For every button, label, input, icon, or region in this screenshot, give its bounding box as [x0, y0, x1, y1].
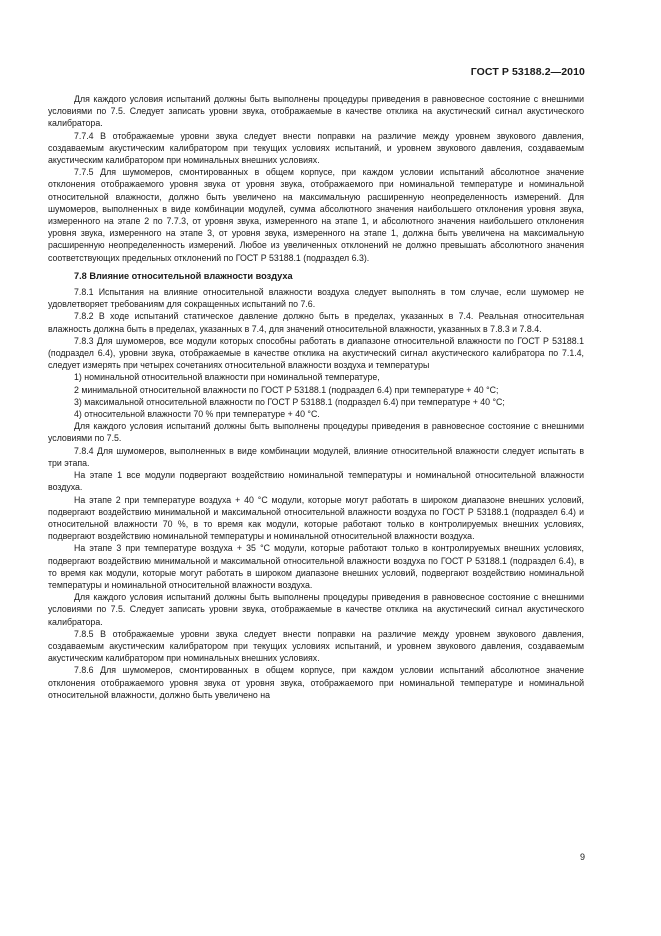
- paragraph: 7.8.6 Для шумомеров, смонтированных в общем корпусе, при каждом условии испытаний абсолютное значение отклонения отображаемого уровня звука от уровня звука, отображаемого при номинальной температуре и номинальной относительной влажности, должно быть увеличено на: [48, 665, 584, 700]
- paragraph: 7.7.4 В отображаемые уровни звука следует внести поправки на различие между уровнем звукового давления, создаваемым акустическим калибратором при текущих условиях испытаний, и уровнем звукового давления, создаваемым акустическим калибратором при номинальных внешних условиях.: [48, 130, 584, 166]
- list-item: 4) относительной влажности 70 % при температуре + 40 °С.: [74, 409, 320, 420]
- paragraph: На этапе 2 при температуре воздуха + 40 °С модули, которые могут работать в широком диапазоне внешних условий, подвергают воздействию минимальной и максимальной относительной влажности воздуха по ГОСТ Р 53188.1 (подраздел 6.4) и относительной влажности 70 %, в то время как модули, которые работают только в контролируемых внешних условиях, подвергают воздействию номинальной температуры и номинальной относительной влажности воздуха.: [48, 494, 584, 542]
- paragraph: На этапе 3 при температуре воздуха + 35 °С модули, которые работают только в контролируемых внешних условиях, подвергают воздействию минимальной и максимальной относительной влажности воздуха по ГОСТ Р 53188.1 (подраздел 6.4), в то время как модули, которые могут работать в широком диапазоне внешних условий, подвергают воздействию номинальной температуры и номинальной относительной влажности воздуха.: [48, 543, 584, 590]
- paragraph: Для каждого условия испытаний должны быть выполнены процедуры приведения в равновесное состояние с внешними условиями по 7.5. Следует записать уровни звука, отображаемые в качестве отклика на акустический сигнал акустического калибратора.: [48, 592, 584, 627]
- section-heading: 7.8 Влияние относительной влажности воздуха: [74, 270, 293, 281]
- paragraph: Для каждого условия испытаний должны быть выполнены процедуры приведения в равновесное состояние с внешними условиями по 7.5.: [48, 421, 584, 444]
- page-number: 9: [579, 852, 585, 862]
- list-item: 1) номинальной относительной влажности при номинальной температуре,: [74, 372, 380, 383]
- paragraph: 7.8.2 В ходе испытаний статическое давление должно быть в пределах, указанных в 7.4. Реальная относительная влажность должна быть в пределах, указанных в 7.4, для значений относительной влажности, указанных в 7.8.3 и 7.8.4.: [48, 311, 584, 334]
- paragraph: Для каждого условия испытаний должны быть выполнены процедуры приведения в равновесное состояние с внешними условиями по 7.5. Следует записать уровни звука, отображаемые в качестве отклика на акустический сигнал акустического калибратора.: [48, 94, 584, 129]
- paragraph: 7.8.4 Для шумомеров, выполненных в виде комбинации модулей, влияние относительной влажности следует испытать в три этапа.: [48, 445, 584, 468]
- list-item: 3) максимальной относительной влажности по ГОСТ Р 53188.1 (подраздел 6.4) при температуре + 40 °С;: [74, 396, 505, 407]
- paragraph: 7.7.5 Для шумомеров, смонтированных в общем корпусе, при каждом условии испытаний абсолютное значение отклонения отображаемого уровня звука от уровня звука, отображаемого при номинальной температуре и номинальной относительной влажности, должно быть увеличено на максимальную расширенную неопределенность измерений. Для шумомеров, выполненных в виде комбинации модулей, сумма абсолютного значения наибольшего отклонения уровня звука, измеренного на этапе 2 по 7.7.3, от уровня звука, измеренного на этапе 1, и абсолютного значения наибольшего отклонения уровня звука, измеренного на этапе 3, от уровня звука, измеренного на этапе 1, должна быть увеличена на максимальную расширенную неопределенность измерений. Любое из увеличенных отклонений не должно превышать абсолютного значения соответствующих предельных отклонений по ГОСТ Р 53188.1 (подраздел 6.3).: [48, 167, 584, 263]
- paragraph: На этапе 1 все модули подвергают воздействию номинальной температуры и номинальной относительной влажности воздуха.: [48, 470, 584, 493]
- paragraph: 7.8.3 Для шумомеров, все модули которых способны работать в диапазоне относительной влажности по ГОСТ Р 53188.1 (подраздел 6.4), уровни звука, отображаемые в качестве отклика на акустический сигнал акустического калибратора по 7.1.4, следует измерять при четырех сочетаниях относительной влажности воздуха и температуры: [48, 335, 584, 371]
- list-item: 2 минимальной относительной влажности по ГОСТ Р 53188.1 (подраздел 6.4) при температуре + 40 °С;: [74, 384, 499, 395]
- paragraph: 7.8.5 В отображаемые уровни звука следует внести поправки на различие между уровнем звукового давления, создаваемым акустическим калибратором при текущих условиях испытаний, и уровнем звукового давления, создаваемым акустическим калибратором при номинальных внешних условиях.: [48, 628, 584, 664]
- document-body: [48, 93, 584, 701]
- document-header: ГОСТ Р 53188.2—2010: [470, 66, 585, 78]
- paragraph: 7.8.1 Испытания на влияние относительной влажности воздуха следует выполнять в том случае, если шумомер не удовлетворяет требованиям для сокращенных испытаний по 7.6.: [48, 287, 584, 310]
